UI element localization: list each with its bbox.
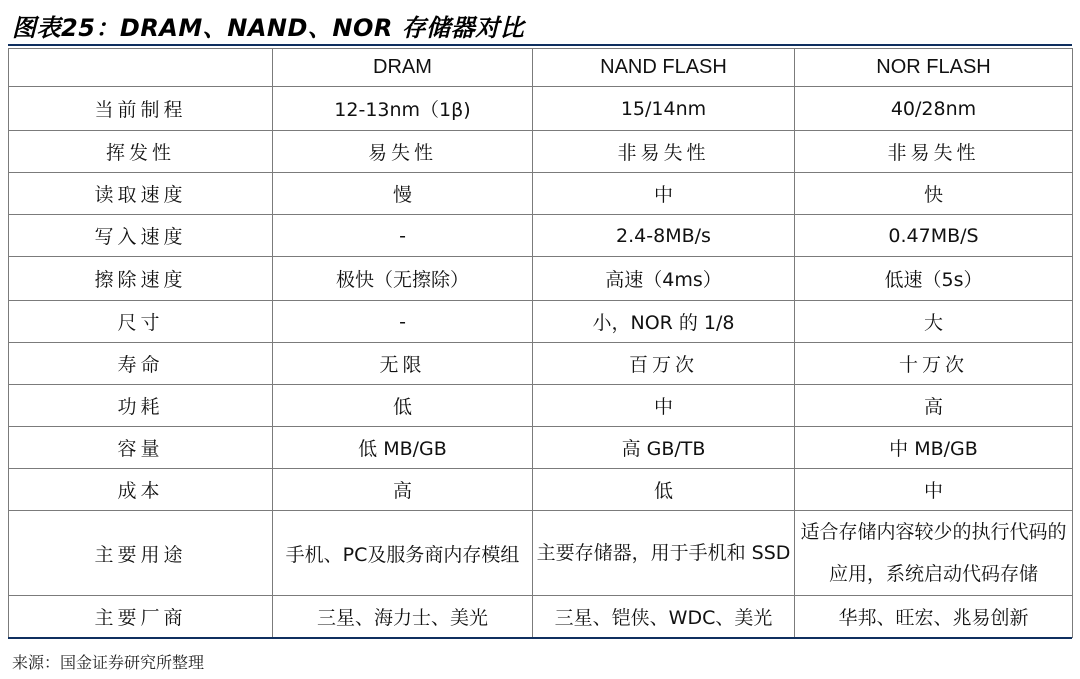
cell-nand: 2.4-8MB/s: [533, 215, 795, 257]
table-row: [9, 301, 1073, 343]
cell-dram: 高: [273, 469, 533, 511]
cell-nor: 低速（5s）: [795, 257, 1073, 301]
header-corner: [9, 49, 273, 87]
header-dram: DRAM: [273, 49, 533, 87]
cell-dram: 慢: [273, 173, 533, 215]
cell-nand: 三星、铠侠、WDC、美光: [533, 596, 795, 638]
cell-nand: 百万次: [533, 343, 795, 385]
row-label: 读取速度: [9, 173, 273, 215]
cell-dram: 低 MB/GB: [273, 427, 533, 469]
header-nor: NOR FLASH: [795, 49, 1073, 87]
cell-nor: 中 MB/GB: [795, 427, 1073, 469]
cell-nor: 0.47MB/S: [795, 215, 1073, 257]
table-row: [9, 511, 1073, 596]
row-label: 当前制程: [9, 87, 273, 131]
table-row: [9, 427, 1073, 469]
cell-nor: 大: [795, 301, 1073, 343]
row-label: 容量: [9, 427, 273, 469]
cell-nor: 40/28nm: [795, 87, 1073, 131]
cell-nand: 非易失性: [533, 131, 795, 173]
table-row: [9, 385, 1073, 427]
cell-nand: 小，NOR 的 1/8: [533, 301, 795, 343]
table-row: [9, 131, 1073, 173]
row-label: 主要用途: [9, 511, 273, 596]
comparison-table: [8, 48, 1073, 638]
cell-nor: 高: [795, 385, 1073, 427]
row-label: 擦除速度: [9, 257, 273, 301]
header-row: [9, 49, 1073, 87]
table-row: [9, 173, 1073, 215]
cell-nand: 低: [533, 469, 795, 511]
row-label: 写入速度: [9, 215, 273, 257]
cell-nor: 快: [795, 173, 1073, 215]
cell-dram: 低: [273, 385, 533, 427]
cell-dram: 三星、海力士、美光: [273, 596, 533, 638]
row-label: 成本: [9, 469, 273, 511]
row-label: 主要厂商: [9, 596, 273, 638]
cell-nand: 中: [533, 173, 795, 215]
cell-nand: 中: [533, 385, 795, 427]
row-label: 尺寸: [9, 301, 273, 343]
bottom-divider: [8, 637, 1072, 639]
row-label: 挥发性: [9, 131, 273, 173]
cell-dram: -: [273, 301, 533, 343]
table-row: [9, 87, 1073, 131]
figure-title: 图表25：DRAM、NAND、NOR 存储器对比: [12, 14, 525, 42]
cell-dram: 手机、PC及服务商内存模组: [273, 511, 533, 596]
header-nand: NAND FLASH: [533, 49, 795, 87]
table-row: [9, 257, 1073, 301]
cell-dram: 极快（无擦除）: [273, 257, 533, 301]
cell-nor: 十万次: [795, 343, 1073, 385]
row-label: 寿命: [9, 343, 273, 385]
cell-nor: 中: [795, 469, 1073, 511]
cell-nand: 主要存储器，用于手机和 SSD: [533, 511, 795, 596]
table-row: [9, 469, 1073, 511]
cell-nand: 高 GB/TB: [533, 427, 795, 469]
cell-nand: 高速（4ms）: [533, 257, 795, 301]
cell-nor: 华邦、旺宏、兆易创新: [795, 596, 1073, 638]
table-row: [9, 343, 1073, 385]
row-label: 功耗: [9, 385, 273, 427]
title-divider: [8, 44, 1072, 46]
cell-dram: -: [273, 215, 533, 257]
table-row: [9, 596, 1073, 638]
cell-dram: 无限: [273, 343, 533, 385]
cell-dram: 12-13nm（1β): [273, 87, 533, 131]
table-row: [9, 215, 1073, 257]
cell-nor: 非易失性: [795, 131, 1073, 173]
cell-nor: 适合存储内容较少的执行代码的应用，系统启动代码存储: [795, 511, 1073, 596]
cell-nand: 15/14nm: [533, 87, 795, 131]
source-note: 来源：国金证券研究所整理: [12, 653, 205, 672]
cell-dram: 易失性: [273, 131, 533, 173]
